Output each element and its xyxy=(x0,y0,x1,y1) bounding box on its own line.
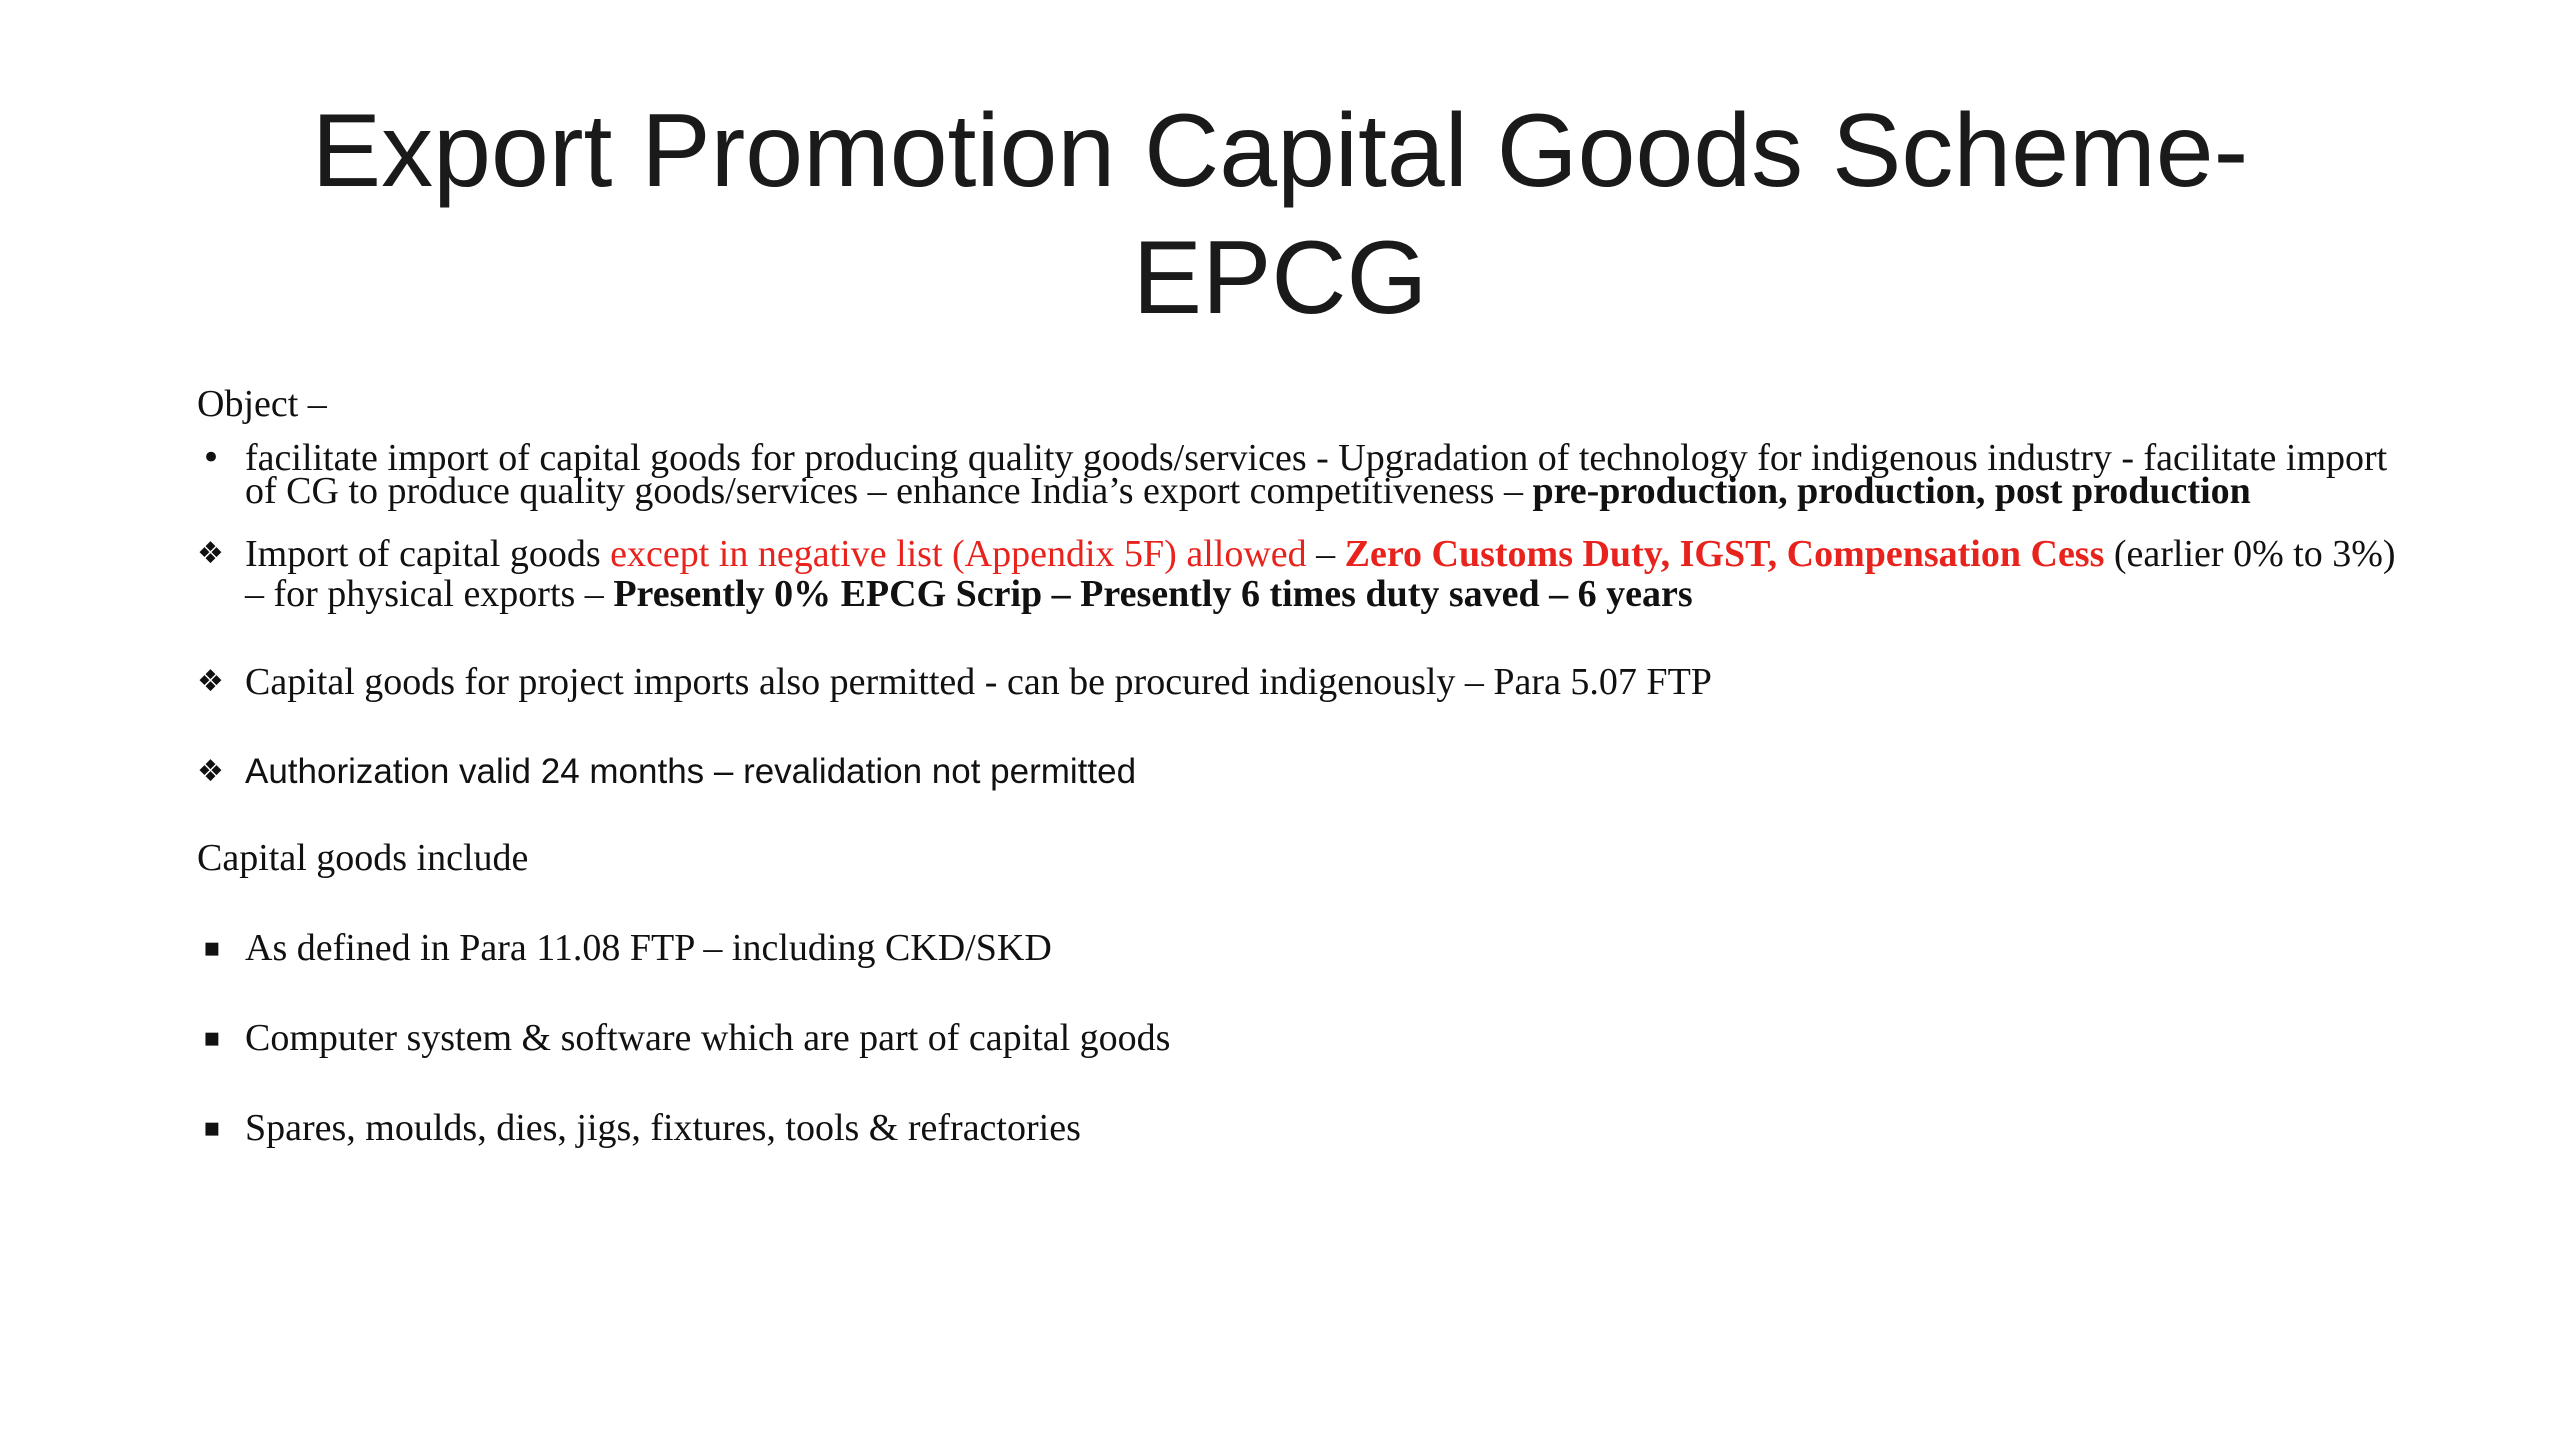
slide-title xyxy=(0,88,2560,342)
object-heading: Object – xyxy=(197,383,327,425)
cg-item-text: Computer system & software which are part of capital goods xyxy=(245,1017,1171,1059)
project-imports-text: Capital goods for project imports also permitted - can be procured indigenously – Para 5.07 FTP xyxy=(245,661,1712,703)
list-item-authorization xyxy=(197,752,2397,792)
list-item-cg-3 xyxy=(197,1108,2397,1148)
negative-list-text: except in negative list (Appendix 5F) allowed xyxy=(610,533,1307,575)
square-bullet-icon: ▪ xyxy=(203,933,221,963)
capital-goods-heading: Capital goods include xyxy=(197,837,529,879)
title-line-2: EPCG xyxy=(1132,220,1428,336)
diamond-bullet-icon: ❖ xyxy=(197,536,224,571)
authorization-text: Authorization valid 24 months – revalidation not permitted xyxy=(245,752,1137,791)
bullet-bold-text: pre-production, production, post production xyxy=(1532,470,2251,512)
import-text: Import of capital goods xyxy=(245,533,611,575)
epcg-scrip-text: Presently 0% EPCG Scrip – Presently 6 times duty saved – 6 years xyxy=(613,573,1693,615)
square-bullet-icon: ▪ xyxy=(203,1023,221,1053)
square-bullet-icon: ▪ xyxy=(203,1113,221,1143)
bullet-icon: • xyxy=(201,438,222,478)
list-item-cg-1 xyxy=(197,928,2397,968)
list-item-cg-2 xyxy=(197,1018,2397,1058)
dash-text: – xyxy=(1306,533,1345,575)
cg-item-text: As defined in Para 11.08 FTP – including CKD/SKD xyxy=(245,927,1052,969)
list-item-import xyxy=(197,534,2397,614)
list-item-facilitate xyxy=(197,437,2397,512)
cg-item-text: Spares, moulds, dies, jigs, fixtures, tools & refractories xyxy=(245,1107,1081,1149)
diamond-bullet-icon: ❖ xyxy=(197,754,224,789)
diamond-bullet-icon: ❖ xyxy=(197,664,224,699)
bullet-text: facilitate import of capital goods for producing quality goods/services - Upgradation of technology for indigenous industry - facilitate import of CG to produce quality goods/services – enhance India’s export competitiveness – xyxy=(245,437,2388,512)
title-line-1: Export Promotion Capital Goods Scheme- xyxy=(311,93,2249,209)
earlier-rate-text: (earlier 0% to 3%) – for physical exports – xyxy=(245,533,2396,615)
list-item-project-imports xyxy=(197,662,2397,702)
zero-duty-text: Zero Customs Duty, IGST, Compensation Cess xyxy=(1344,533,2105,575)
slide-body xyxy=(197,380,2397,1148)
